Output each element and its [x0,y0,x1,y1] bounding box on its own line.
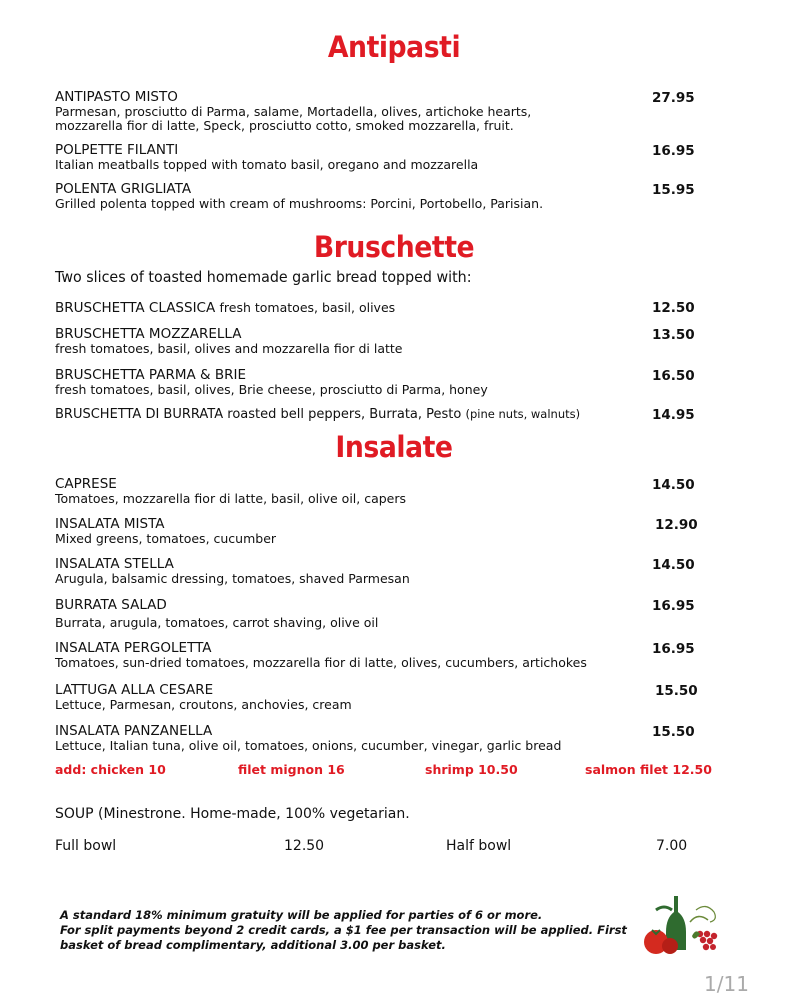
item-desc: Mixed greens, tomatoes, cucumber [55,531,277,546]
menu-item [55,407,715,422]
item-price: 27.95 [652,90,695,106]
item-price: 16.95 [652,641,695,657]
item-desc: Arugula, balsamic dressing, tomatoes, shaved Parmesan [55,571,410,586]
item-desc: Tomatoes, mozzarella fior di latte, basil, olive oil, capers [55,491,407,506]
menu-item [55,368,715,397]
item-name: POLPETTE FILANTI [55,142,179,158]
item-price: 15.50 [652,724,695,740]
item-desc: Burrata, arugula, tomatoes, carrot shaving, olive oil [55,615,379,630]
item-desc: Tomatoes, sun-dried tomatoes, mozzarella fior di latte, olives, cucumbers, artichokes [55,655,587,670]
item-price: 13.50 [652,327,695,343]
note-line: For split payments beyond 2 credit cards, a $1 fee per transaction will be applied. First [60,923,627,937]
item-desc: mozzarella fior di latte, Speck, prosciutto cotto, smoked mozzarella, fruit. [55,118,514,133]
item-price: 14.95 [652,407,695,423]
item-name: LATTUGA ALLA CESARE [55,682,214,698]
soup-title: SOUP (Minestrone. Home-made, 100% vegetarian. [55,806,410,822]
section-title-antipasti: Antipasti [327,30,461,64]
menu-item [55,300,715,316]
item-price: 15.50 [655,683,698,699]
menu-item [55,90,715,133]
item-desc: Parmesan, prosciutto di Parma, salame, Mortadella, olives, artichoke hearts, [55,104,532,119]
item-name: BRUSCHETTA DI BURRATA [55,407,224,422]
soup-full-price: 12.50 [284,838,325,854]
item-name: BRUSCHETTA MOZZARELLA [55,326,242,342]
item-name: BURRATA SALAD [55,597,167,613]
section-title-insalate: Insalate [335,430,453,464]
menu-item [55,143,715,172]
addon-salmon: salmon filet 12.50 [585,762,712,777]
section-title-bruschette: Bruschette [313,230,475,264]
soup-half-price: 7.00 [656,838,688,854]
item-price: 16.95 [652,598,695,614]
menu-item [55,641,715,670]
item-name: INSALATA PERGOLETTA [55,640,212,656]
item-name: ANTIPASTO MISTO [55,89,178,105]
item-name: INSALATA PANZANELLA [55,723,213,739]
item-price: 14.50 [652,557,695,573]
item-name: POLENTA GRIGLIATA [55,181,192,197]
footer-notes [60,908,627,953]
item-desc-note: (pine nuts, walnuts) [465,407,581,421]
menu-item [55,557,715,586]
item-price: 16.95 [652,143,695,159]
wine-tomato-grapes-icon [636,892,726,962]
item-desc: fresh tomatoes, basil, olives [219,300,396,315]
section-intro: Two slices of toasted homemade garlic bread topped with: [55,268,472,286]
item-name: BRUSCHETTA CLASSICA [55,300,216,316]
item-price: 12.50 [652,300,695,316]
soup-half-label: Half bowl [446,838,512,854]
page-number: 1/11 [704,972,749,996]
item-desc: Grilled polenta topped with cream of mushrooms: Porcini, Portobello, Parisian. [55,196,544,211]
menu-item [55,477,715,506]
addon-shrimp: shrimp 10.50 [425,762,518,777]
menu-item [55,182,715,211]
item-name: INSALATA MISTA [55,516,165,532]
item-price: 16.50 [652,368,695,384]
item-name: INSALATA STELLA [55,556,174,572]
note-line: A standard 18% minimum gratuity will be applied for parties of 6 or more. [60,908,543,922]
menu-item [55,683,715,712]
menu-item [55,327,715,356]
item-desc: fresh tomatoes, basil, olives, Brie cheese, prosciutto di Parma, honey [55,382,488,397]
item-price: 12.90 [655,517,698,533]
item-desc: Italian meatballs topped with tomato basil, oregano and mozzarella [55,157,479,172]
item-name: CAPRESE [55,476,117,492]
menu-item [55,598,715,630]
item-desc: Lettuce, Parmesan, croutons, anchovies, cream [55,697,352,712]
item-price: 15.95 [652,182,695,198]
item-desc: Lettuce, Italian tuna, olive oil, tomatoes, onions, cucumber, vinegar, garlic bread [55,738,562,753]
note-line: basket of bread complimentary, additional 3.00 per basket. [60,938,446,952]
item-desc: fresh tomatoes, basil, olives and mozzarella fior di latte [55,341,403,356]
item-desc: roasted bell peppers, Burrata, Pesto [227,407,462,422]
item-name: BRUSCHETTA PARMA & BRIE [55,367,246,383]
addon-filet-mignon: filet mignon 16 [238,762,345,777]
addon-chicken: add: chicken 10 [55,762,166,777]
menu-item [55,517,715,546]
menu-item [55,724,715,753]
soup-full-label: Full bowl [55,838,117,854]
item-price: 14.50 [652,477,695,493]
